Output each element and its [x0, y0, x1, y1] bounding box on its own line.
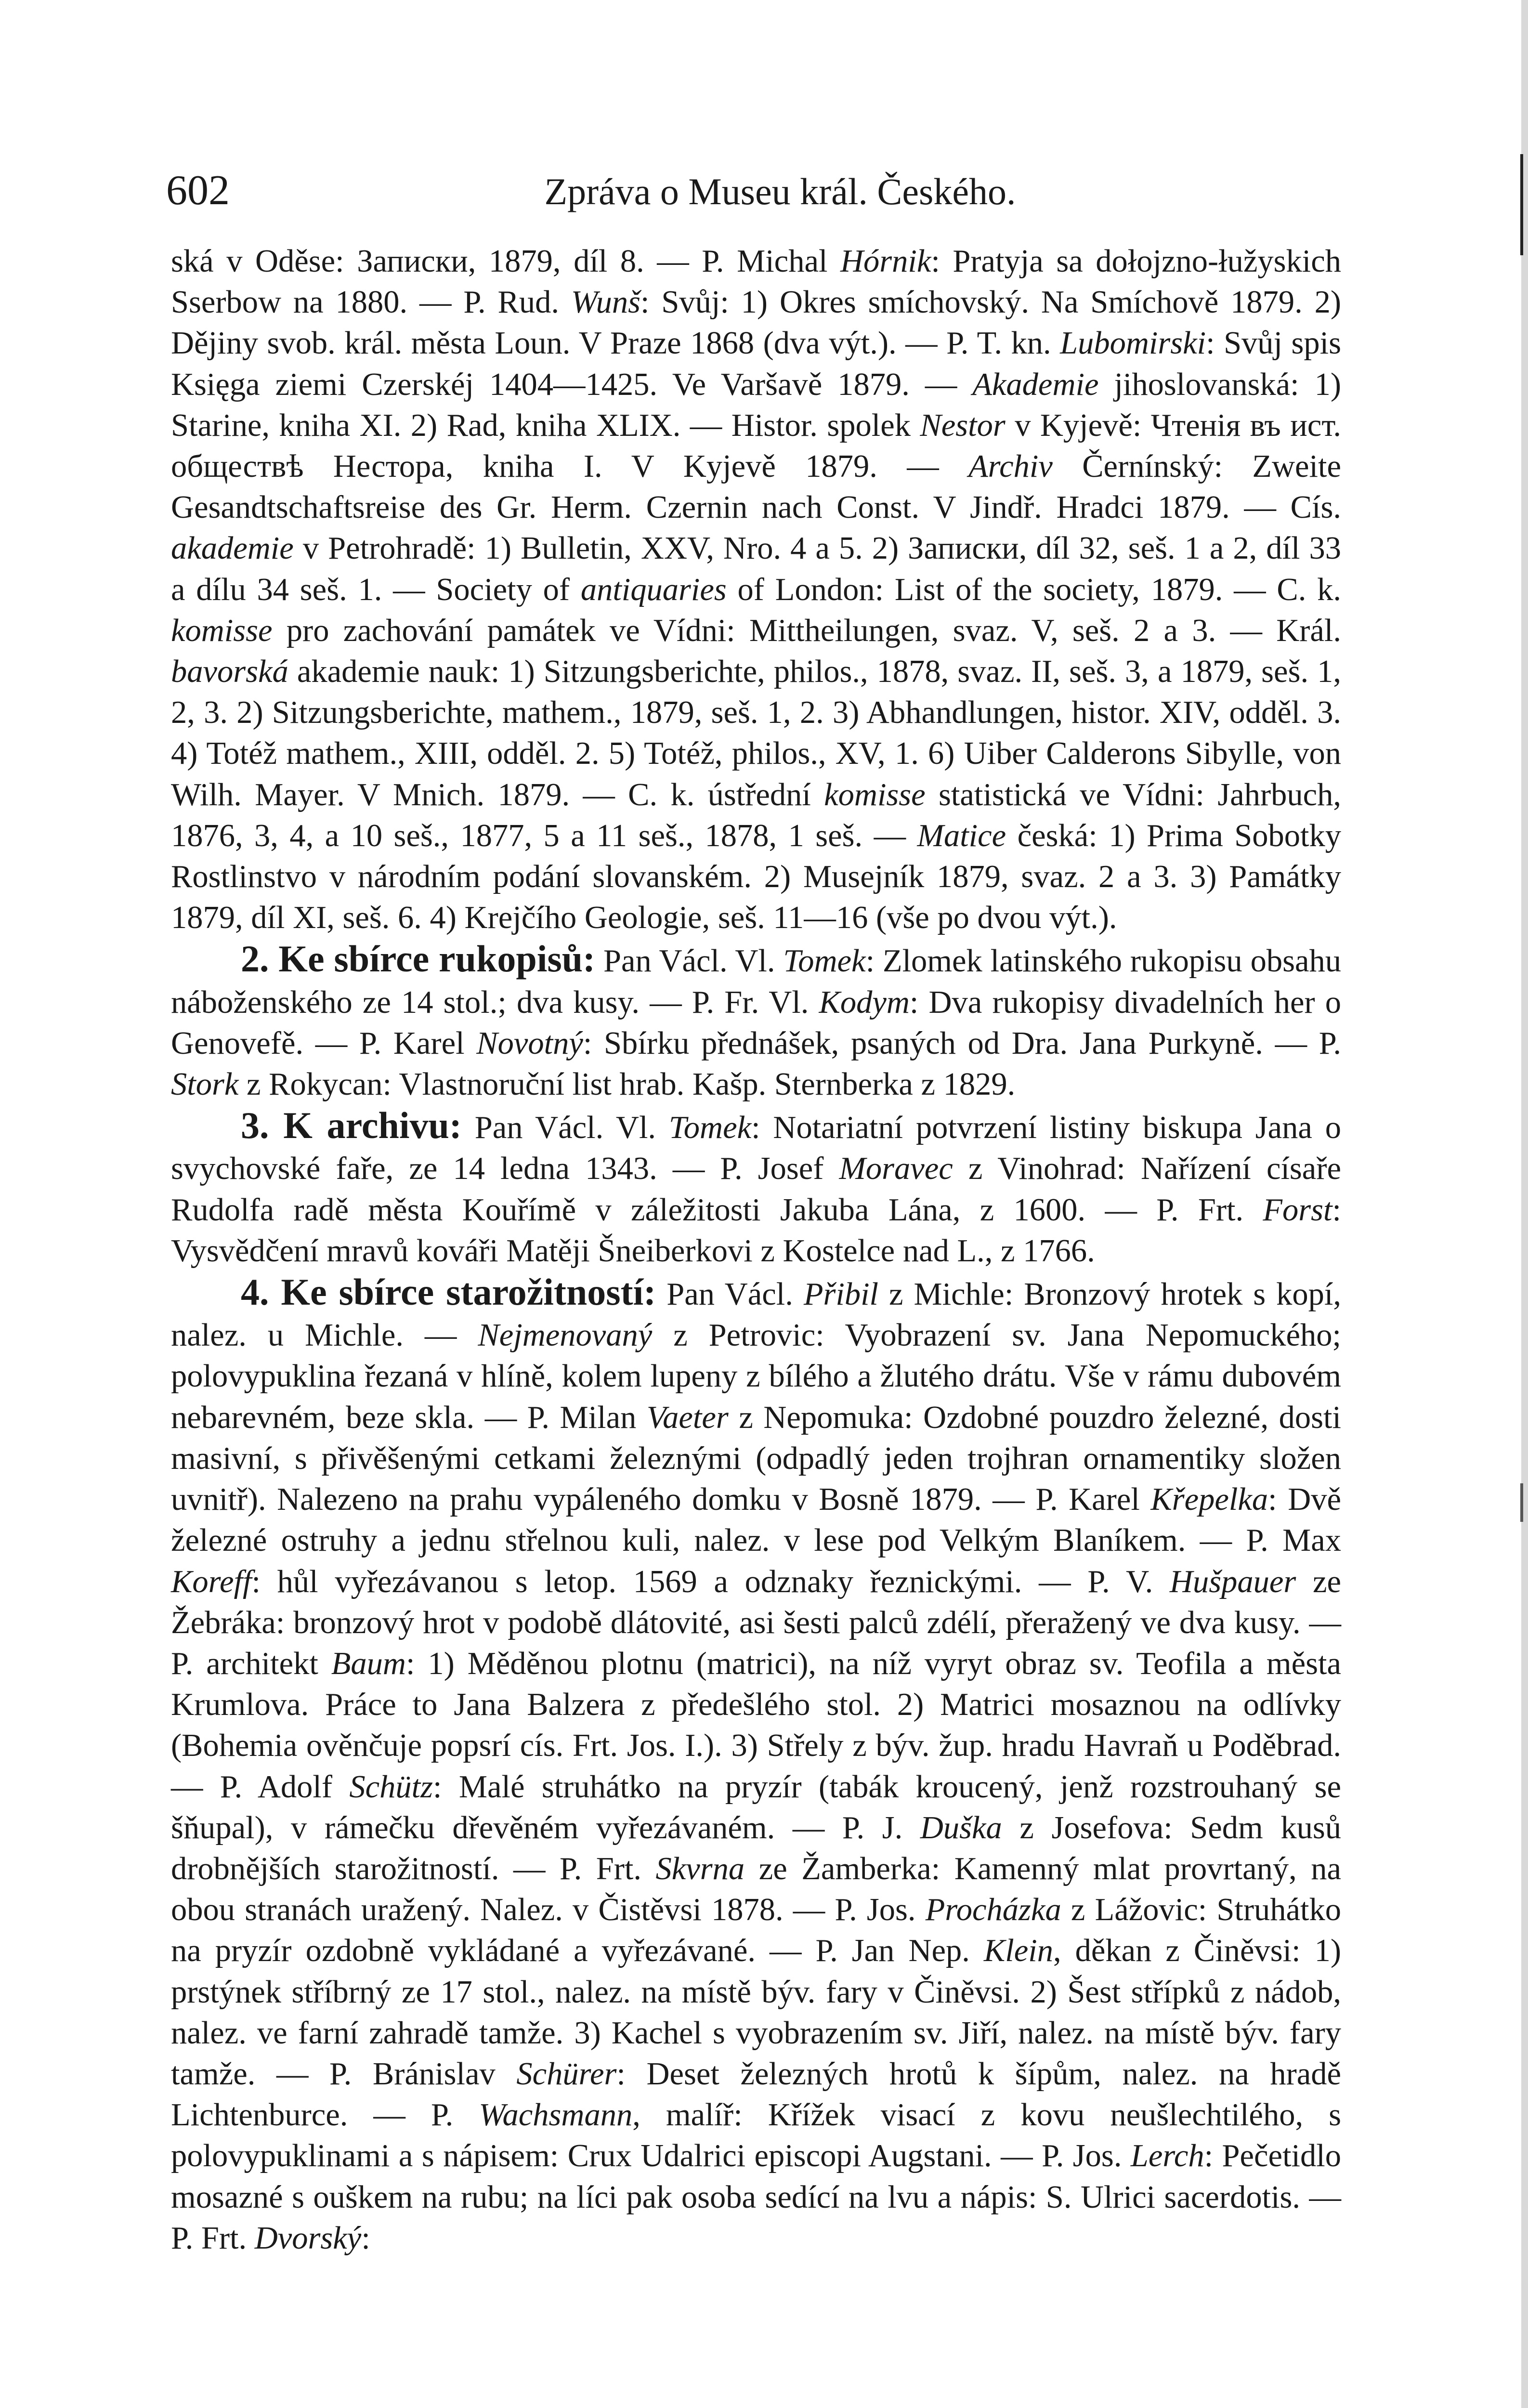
emphasized-name: Kodym: [819, 984, 910, 1020]
emphasized-name: Forst: [1263, 1192, 1332, 1228]
text-run: : 1) Měděnou plotnu (matrici), na níž vyryt obraz sv. Teofila a města Krumlova. Práce to Jana Balzera z předešlého stol. 2) Matrici mosaznou na odlívky (Bohemia ověnčuje popsrí cís. Frt. Jos. I.). 3) Střely z býv. žup. hradu Havraň u Poděbrad. — P. Adolf: [171, 1646, 1341, 1805]
text-run: z Lážovic: Struhátko na pryzír ozdobně vykládané a vyřezávané. — P. Jan Nep.: [171, 1892, 1342, 1969]
text-run: z Josefova: Sedm kusů drobnějších starožitností. — P. Frt.: [171, 1810, 1341, 1886]
text-run: ze Žamberka: Kamenný mlat provrtaný, na obou stranách uražený. Nalez. v Čistěvsi 1878. — P. Jos.: [171, 1851, 1341, 1928]
text-run: z Michle: Bronzový hrotek s kopí, nalez. u Michle. —: [171, 1277, 1341, 1353]
emphasized-name: Tomek: [668, 1110, 752, 1146]
emphasized-name: Procházka: [925, 1892, 1061, 1928]
emphasized-name: Baum: [331, 1646, 406, 1681]
emphasized-name: Wachsmann: [479, 2097, 633, 2133]
page-number: 602: [166, 167, 230, 214]
text-run: pro zachování památek ve Vídni: Mittheilungen, svaz. V, seš. 2 a 3. — Král.: [272, 613, 1341, 648]
text-run: : Notariatní potvrzení listiny biskupa Jana o svychovské faře, ze 14 ledna 1343. — P. Josef: [171, 1110, 1341, 1187]
text-run: jihoslovanská: 1) Starine, kniha XI. 2) Rad, kniha XLIX. — Histor. spolek: [171, 366, 1342, 443]
text-run: : Sbírku přednášek, psaných od Dra. Jana Purkyně. — P.: [583, 1025, 1341, 1061]
emphasized-name: Skvrna: [655, 1851, 745, 1886]
text-run: : Svůj spis Księga ziemi Czerskéj 1404—1425. Ve Varšavě 1879. —: [171, 326, 1342, 402]
emphasized-name: Schürer: [516, 2056, 617, 2092]
scan-edge-mark: [1520, 154, 1523, 255]
emphasized-name: antiquaries: [580, 572, 727, 607]
text-run: : Svůj: 1) Okres smíchovský. Na Smíchově 1879. 2) Dějiny svob. král. města Loun. V Praze 1868 (dva výt.). — P. T. kn.: [171, 285, 1341, 361]
text-run: česká: 1) Prima Sobotky Rostlinstvo v národním podání slovanském. 2) Musejník 1879, svaz. 2 a 3. 3) Památky 1879, díl XI, seš. 6. 4) Krejčího Geologie, seš. 11—16 (vše po dvou výt.).: [171, 818, 1341, 936]
emphasized-name: Archiv: [968, 449, 1053, 484]
emphasized-name: Stork: [171, 1067, 239, 1102]
text-run: : Pratyja sa dołojzno-łužyskich Sserbow na 1880. — P. Rud.: [171, 244, 1341, 320]
text-run: Černínský: Zweite Gesandtschaftsreise des Gr. Herm. Czernin nach Const. V Jindř. Hradci 1879. — Cís.: [171, 449, 1342, 525]
emphasized-name: komisse: [824, 777, 926, 812]
section-paragraph: [171, 1271, 1341, 2259]
emphasized-name: Dvorský: [254, 2220, 362, 2256]
text-run: : Vysvědčení mravů kováři Matěji Šneiberkovi z Kostelce nad L., z 1766.: [171, 1192, 1341, 1269]
emphasized-name: Nejmenovaný: [478, 1318, 653, 1353]
text-run: , malíř: Křížek visací z kovu neušlechtilého, s polovypuklinami a s nápisem: Crux Udalrici episcopi Augstani. — P. Jos.: [171, 2097, 1341, 2174]
text-run: Pan Václ. Vl.: [595, 943, 784, 979]
text-run: v Kyjevě: Чтенія въ ист. обществѣ Нестора, kniha I. V Kyjevě 1879. —: [171, 407, 1342, 484]
body-text: [171, 241, 1341, 2259]
text-run: , děkan z Činěvsi: 1) prstýnek stříbrný ze 17 stol., nalez. na místě býv. fary v Činěvsi. 2) Šest střípků z nádob, nalez. ve farní zahradě tamže. 3) Kachel s vyobrazením sv. Jiří, nalez. na místě býv. fary tamže. — P. Bránislav: [171, 1933, 1341, 2092]
text-run: akademie nauk: 1) Sitzungsberichte, philos., 1878, svaz. II, seš. 3, a 1879, seš. 1, 2, 3. 2) Sitzungsberichte, mathem., 1879, seš. 1, 2. 3) Abhandlungen, histor. XIV, odděl. 3. 4) Totéž mathem., XIII, odděl. 2. 5) Totéž, philos., XV, 1. 6) Uiber Calderons Sibylle, von Wilh. Mayer. V Mnich. 1879. — C. k. ústřední: [171, 654, 1341, 812]
text-run: Pan Václ. Vl.: [461, 1110, 669, 1146]
text-run: ze Žebráka: bronzový hrot v podobě dlátovité, asi šesti palců zdélí, přeražený ve dva kusy. — P. architekt: [171, 1564, 1341, 1681]
text-run: :: [361, 2220, 370, 2256]
text-run: Pan Václ.: [656, 1277, 804, 1312]
text-run: z Nepomuka: Ozdobné pouzdro železné, dosti masivní, s přivěšenými cetkami železnými (odpadlý jeden trojhran ornamentiky složen uvnitř). Nalezeno na prahu vypáleného domku v Bosně 1879. — P. Karel: [171, 1400, 1341, 1518]
section-paragraph: [171, 1105, 1341, 1271]
section-heading: 2. Ke sbírce rukopisů:: [241, 938, 596, 980]
emphasized-name: Koreff: [171, 1564, 252, 1599]
section-heading: 3. K archivu:: [241, 1104, 462, 1147]
emphasized-name: Hušpauer: [1169, 1564, 1296, 1599]
text-run: ská v Oděse: Записки, 1879, díl 8. — P. Michal: [171, 244, 840, 279]
text-run: : Malé struhátko na pryzír (tabák kroucený, jenž rozstrouhaný se šňupal), v rámečku dřevěném vyřezávaném. — P. J.: [171, 1769, 1342, 1845]
emphasized-name: Klein: [983, 1933, 1053, 1969]
emphasized-name: bavorská: [171, 654, 288, 690]
running-title: Zpráva o Museu král. Českého.: [544, 170, 1016, 212]
text-run: : hůl vyřezávanou s letop. 1569 a odznaky řeznickými. — P. V.: [251, 1564, 1170, 1599]
emphasized-name: akademie: [171, 531, 294, 566]
section-heading: 4. Ke sbírce starožitností:: [241, 1271, 656, 1313]
emphasized-name: Duška: [920, 1810, 1002, 1845]
emphasized-name: komisse: [171, 613, 273, 648]
emphasized-name: Hórnik: [840, 244, 931, 279]
emphasized-name: Akademie: [972, 366, 1099, 402]
text-run: of London: List of the society, 1879. — C. k.: [726, 572, 1341, 607]
text-run: : Pečetidlo mosazné s ouškem na rubu; na líci pak osoba sedící na lvu a nápis: S. Ulrici sacerdotis. — P. Frt.: [171, 2138, 1341, 2256]
text-run: z Rokycan: Vlastnoruční list hrab. Kašp. Sternberka z 1829.: [238, 1067, 1016, 1102]
emphasized-name: Wunš: [571, 285, 641, 320]
text-run: : Deset železných hrotů k šípům, nalez. na hradě Lichtenburce. — P.: [171, 2056, 1341, 2133]
section-paragraph: [171, 938, 1341, 1105]
text-run: : Zlomek latinského rukopisu obsahu náboženského ze 14 stol.; dva kusy. — P. Fr. Vl.: [171, 943, 1341, 1020]
emphasized-name: Schütz: [349, 1769, 433, 1805]
emphasized-name: Tomek: [783, 943, 866, 979]
paragraph: [171, 241, 1341, 938]
emphasized-name: Nestor: [920, 407, 1006, 443]
text-run: z Vinohrad: Nařízení císaře Rudolfa radě města Kouřímě v záležitosti Jakuba Lána, z 1600. — P. Frt.: [171, 1151, 1341, 1228]
emphasized-name: Novotný: [476, 1025, 583, 1061]
scan-edge: [1521, 0, 1528, 2408]
page-header: [166, 166, 1394, 219]
text-run: z Petrovic: Vyobrazení sv. Jana Nepomuckého; polovypuklina řezaná v hlíně, kolem lupeny z bílého a žlutého drátu. Vše v rámu dubovém nebarevném, beze skla. — P. Milan: [171, 1318, 1341, 1435]
text-run: : Dva rukopisy divadelních her o Genovefě. — P. Karel: [171, 984, 1342, 1061]
emphasized-name: Lerch: [1130, 2138, 1204, 2174]
emphasized-name: Vaeter: [646, 1400, 729, 1435]
text-run: v Petrohradě: 1) Bulletin, XXV, Nro. 4 a 5. 2) Записки, díl 32, seš. 1 a 2, díl 33 a dílu 34 seš. 1. — Society of: [171, 531, 1341, 607]
emphasized-name: Přibil: [803, 1277, 879, 1312]
text-run: statistická ve Vídni: Jahrbuch, 1876, 3, 4, a 10 seš., 1877, 5 a 11 seš., 1878, 1 seš. —: [171, 777, 1341, 853]
scan-edge-mark: [1520, 1483, 1523, 1522]
emphasized-name: Křepelka: [1150, 1482, 1268, 1518]
text-run: : Dvě železné ostruhy a jednu střelnou kuli, nalez. v lese pod Velkým Blaníkem. — P. Max: [171, 1482, 1341, 1558]
emphasized-name: Moravec: [839, 1151, 953, 1187]
emphasized-name: Matice: [917, 818, 1006, 853]
emphasized-name: Lubomirski: [1060, 326, 1206, 361]
